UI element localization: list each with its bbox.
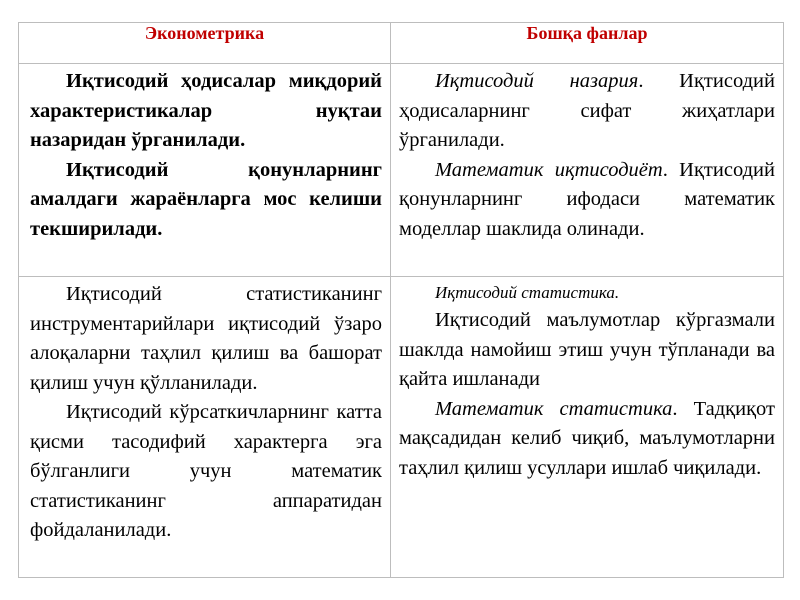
table-row <box>19 64 784 277</box>
table-header-row <box>19 23 784 64</box>
row1-right-para-1 <box>399 67 775 156</box>
row1-right-cell <box>391 64 784 277</box>
row1-left-para-1: Иқтисодий ҳодисалар миқдорий характеристикалар нуқтаи назаридан ўрганилади. <box>30 70 382 151</box>
row2-right-para-3 <box>399 395 775 484</box>
row1-left-cell <box>19 64 391 277</box>
row2-left-cell <box>19 277 391 578</box>
mathematical-economics-text: . Иқтисодий қонунларнинг ифодаси математик моделлар шаклида олинади. <box>399 158 775 240</box>
mathematical-statistics-text: . Тадқиқот мақсадидан келиб чиқиб, маълумотларни таҳлил қилиш усуллари ишлаб чиқилади. <box>399 397 775 479</box>
row2-right-para-2: Иқтисодий маълумотлар кўргазмали шаклда намойиш этиш учун тўпланади ва қайта ишланади <box>399 309 775 390</box>
term-economic-statistics: Иқтисодий статистика. <box>435 283 620 302</box>
term-mathematical-statistics: Математик статистика <box>435 397 673 420</box>
row1-right-para-2 <box>399 156 775 245</box>
row2-left-para-1: Иқтисодий статистиканинг инструментарийлари иқтисодий ўзаро алоқаларни таҳлил қилиш ва башорат қилиш учун қўлланилади. <box>30 283 382 394</box>
term-economic-theory: Иқтисодий назария <box>435 70 639 92</box>
economic-theory-text: . Иқтисодий ҳодисаларнинг сифат жиҳатлари ўрганилади. <box>399 70 775 151</box>
table-row <box>19 277 784 578</box>
term-mathematical-economics: Математик иқтисодиёт <box>435 158 663 181</box>
row1-left-para-2: Иқтисодий қонунларнинг амалдаги жараёнларга мос келиши текширилади. <box>30 158 382 240</box>
row2-left-para-2: Иқтисодий кўрсаткичларнинг катта қисми тасодифий характерга эга бўлганлиги учун математик статистиканинг аппаратидан фойдаланилади. <box>30 401 382 541</box>
row2-right-cell <box>391 277 784 578</box>
header-other-sciences: Бошқа фанлар <box>391 23 784 64</box>
comparison-table <box>18 22 784 578</box>
header-econometrics: Эконометрика <box>19 23 391 64</box>
